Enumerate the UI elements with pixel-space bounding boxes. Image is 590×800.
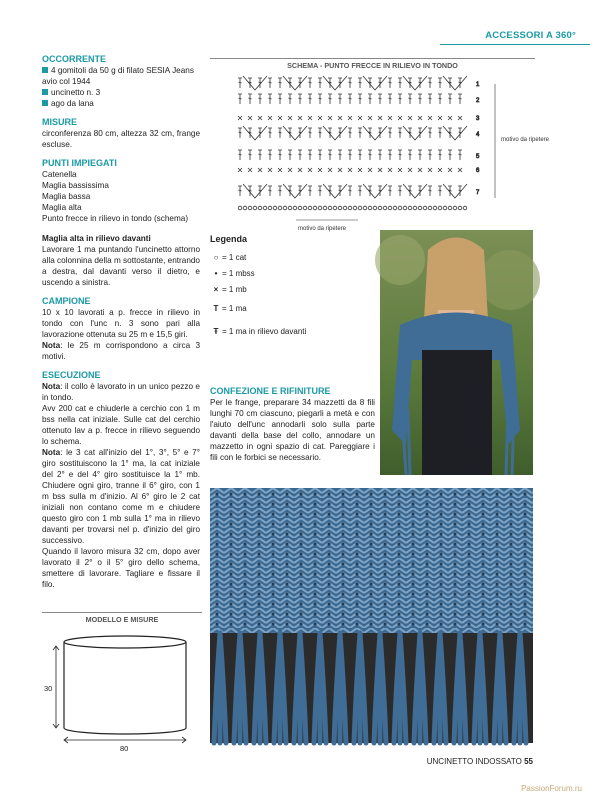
ma-symbol	[368, 150, 372, 160]
ma-symbol	[428, 94, 432, 104]
arrow-motif	[243, 76, 267, 90]
legend-symbol: ×	[213, 284, 219, 294]
ma-symbol	[388, 128, 392, 138]
ma-symbol	[358, 78, 362, 88]
mb-symbol	[338, 168, 342, 172]
campione-nota	[42, 340, 200, 362]
ma-symbol	[288, 94, 292, 104]
arrow-motif	[243, 126, 267, 140]
chain-symbol	[298, 206, 302, 210]
page-footer	[427, 757, 533, 766]
ma-symbol	[278, 128, 282, 138]
ma-symbol	[448, 94, 452, 104]
mb-symbol	[438, 168, 442, 172]
ma-symbol	[308, 128, 312, 138]
legend-symbol: •	[214, 268, 218, 278]
mb-symbol	[388, 116, 392, 120]
chain-symbol	[413, 206, 417, 210]
nota-label: Nota	[42, 382, 61, 391]
left-column	[42, 54, 200, 590]
chain-symbol	[463, 206, 467, 210]
chain-symbol	[248, 206, 252, 210]
nota-text: : le 3 cat all'inizio del 1°, 3°, 5° e 7° giro sostituiscono la 1° ma, la cat iniziale del 2° e del 4° giro sostituisce la 1° mb. Chiudere ogni giro, tranne il 6° giro, con 1 m bss sulla m d'inizio. Al 6° giro le 2 cat iniziali non contano come m e chiudere questo giro con 1 mb sulla 1° ma in rilievo davanti per trovarsi nel p. d'inizio del giro successivo.	[42, 448, 200, 545]
ma-symbol	[238, 150, 242, 160]
chain-symbol	[433, 206, 437, 210]
ma-symbol	[268, 186, 272, 196]
ma-symbol	[318, 128, 322, 138]
chain-symbol	[318, 206, 322, 210]
nota-label: Nota	[42, 341, 61, 350]
row-number: 5	[476, 154, 480, 160]
ma-symbol	[438, 150, 442, 160]
mb-symbol	[268, 116, 272, 120]
chain-symbol	[338, 206, 342, 210]
ma-symbol	[358, 186, 362, 196]
chain-symbol	[258, 206, 262, 210]
ma-symbol	[398, 150, 402, 160]
mb-symbol	[308, 168, 312, 172]
motivo-bottom-label: motivo da ripetere	[298, 226, 347, 232]
occorrente-item: 4 gomitoli da 50 g di filato SESIA Jeans avio col 1944	[42, 65, 200, 87]
ma-symbol	[238, 128, 242, 138]
nota-text: : il collo è lavorato in un unico pezzo e in tondo.	[42, 382, 200, 402]
ma-symbol	[348, 78, 352, 88]
mb-symbol	[428, 168, 432, 172]
chain-symbol	[238, 206, 242, 210]
row-number: 3	[476, 116, 480, 122]
ma-symbol	[338, 94, 342, 104]
ma-symbol	[248, 94, 252, 104]
ma-symbol	[458, 150, 462, 160]
mb-symbol	[358, 116, 362, 120]
ma-symbol	[438, 94, 442, 104]
ma-symbol	[428, 150, 432, 160]
ma-symbol	[458, 94, 462, 104]
chain-symbol	[363, 206, 367, 210]
mb-symbol	[448, 168, 452, 172]
mb-symbol	[308, 116, 312, 120]
legend-text: = 1 mbss	[222, 268, 255, 278]
mb-symbol	[328, 116, 332, 120]
ma-symbol	[358, 94, 362, 104]
ma-symbol	[278, 78, 282, 88]
legend-title: Legenda	[210, 234, 248, 244]
chain-symbol	[428, 206, 432, 210]
mb-symbol	[238, 168, 242, 172]
ma-symbol	[308, 78, 312, 88]
ma-symbol	[258, 150, 262, 160]
ma-symbol	[328, 150, 332, 160]
mb-symbol	[358, 168, 362, 172]
chain-symbol	[368, 206, 372, 210]
ma-symbol	[298, 150, 302, 160]
chain-symbol	[418, 206, 422, 210]
ma-symbol	[398, 186, 402, 196]
confezione-section	[210, 386, 375, 463]
esecuzione-paragraph: Avv 200 cat e chiuderle a cerchio con 1 m bss nella cat iniziale. Sulle cat del cerchio ottenuto lav a p. frecce in rilievo seguendo lo schema.	[42, 404, 200, 446]
ma-symbol	[378, 94, 382, 104]
arrow-motif	[363, 126, 387, 140]
mb-symbol	[378, 168, 382, 172]
chain-symbol	[393, 206, 397, 210]
chain-symbol	[308, 206, 312, 210]
ma-symbol	[298, 94, 302, 104]
legend-text: = 1 ma in rilievo davanti	[222, 326, 307, 336]
arrow-motif	[443, 76, 467, 90]
ma-symbol	[418, 94, 422, 104]
chain-symbol	[458, 206, 462, 210]
mb-symbol	[398, 116, 402, 120]
arrow-motif	[363, 184, 387, 198]
ma-symbol	[238, 94, 242, 104]
ma-symbol	[358, 128, 362, 138]
ma-symbol	[448, 150, 452, 160]
ma-symbol	[318, 94, 322, 104]
chain-symbol	[273, 206, 277, 210]
schema-title: SCHEMA - PUNTO FRECCE IN RILIEVO IN TONDO	[210, 58, 535, 70]
occorrente-item: uncinetto n. 3	[42, 87, 200, 98]
ma-symbol	[438, 78, 442, 88]
esecuzione-nota-2	[42, 447, 200, 546]
arrow-motif	[443, 184, 467, 198]
arrow-motif	[283, 184, 307, 198]
misure-text: circonferenza 80 cm, altezza 32 cm, frange escluse.	[42, 129, 200, 149]
chain-symbol	[243, 206, 247, 210]
ma-symbol	[268, 94, 272, 104]
ma-symbol	[248, 150, 252, 160]
ma-symbol	[388, 94, 392, 104]
ma-symbol	[398, 94, 402, 104]
chain-symbol	[373, 206, 377, 210]
chain-symbol	[253, 206, 257, 210]
nota-label: Nota	[42, 448, 61, 457]
chain-symbol	[348, 206, 352, 210]
mb-symbol	[348, 116, 352, 120]
detail-photo	[210, 488, 533, 743]
row-number: 7	[476, 190, 480, 196]
chain-symbol	[333, 206, 337, 210]
chain-symbol	[448, 206, 452, 210]
mb-symbol	[258, 116, 262, 120]
chain-symbol	[343, 206, 347, 210]
ma-symbol	[328, 94, 332, 104]
punti-item: Punto frecce in rilievo in tondo (schema)	[42, 214, 189, 223]
chain-symbol	[353, 206, 357, 210]
model-photo	[380, 230, 533, 475]
nota-text: : le 25 m corrispondono a circa 3 motivi.	[42, 341, 200, 361]
chain-symbol	[398, 206, 402, 210]
mb-symbol	[328, 168, 332, 172]
model-diagram	[42, 612, 202, 759]
mb-symbol	[338, 116, 342, 120]
mb-symbol	[318, 168, 322, 172]
arrow-motif	[323, 184, 347, 198]
ma-symbol	[368, 94, 372, 104]
ma-symbol	[308, 150, 312, 160]
legend-text: = 1 ma	[222, 303, 247, 313]
arrow-motif	[243, 184, 267, 198]
punti-item: Catenella	[42, 170, 77, 179]
chain-symbol	[283, 206, 287, 210]
ma-symbol	[438, 128, 442, 138]
arrow-motif	[403, 184, 427, 198]
mb-symbol	[408, 116, 412, 120]
ma-symbol	[348, 94, 352, 104]
ma-symbol	[258, 94, 262, 104]
chain-symbol	[443, 206, 447, 210]
ma-symbol	[418, 150, 422, 160]
ma-symbol	[428, 128, 432, 138]
mb-symbol	[318, 116, 322, 120]
mb-symbol	[458, 116, 462, 120]
chain-symbol	[293, 206, 297, 210]
mb-symbol	[388, 168, 392, 172]
legend-item	[210, 249, 375, 265]
punti-item: Maglia bassissima	[42, 181, 109, 190]
chain-symbol	[278, 206, 282, 210]
ma-symbol	[318, 150, 322, 160]
chain-symbol	[328, 206, 332, 210]
mb-symbol	[458, 168, 462, 172]
chain-symbol	[388, 206, 392, 210]
ma-symbol	[398, 128, 402, 138]
chain-symbol	[438, 206, 442, 210]
arrow-motif	[323, 126, 347, 140]
campione-heading: CAMPIONE	[42, 296, 91, 306]
arrow-motif	[403, 126, 427, 140]
legend-item	[210, 297, 375, 319]
section-title: ACCESSORI A 360°	[485, 30, 576, 41]
mb-symbol	[348, 168, 352, 172]
chain-symbol	[268, 206, 272, 210]
mb-symbol	[418, 116, 422, 120]
motivo-right-label: motivo da ripetere	[501, 137, 550, 143]
ma-symbol	[238, 186, 242, 196]
mb-symbol	[288, 168, 292, 172]
legend-text: = 1 mb	[222, 284, 247, 294]
row-number: 4	[476, 132, 480, 138]
mb-symbol	[248, 116, 252, 120]
ma-symbol	[318, 78, 322, 88]
ma-symbol	[408, 150, 412, 160]
legend-symbol: ○	[213, 252, 219, 262]
mb-symbol	[368, 168, 372, 172]
occorrente-item: ago da lana	[42, 98, 200, 109]
mb-symbol	[408, 168, 412, 172]
punti-item: Maglia alta	[42, 203, 82, 212]
mb-symbol	[248, 168, 252, 172]
arrow-motif	[403, 76, 427, 90]
page-number: 55	[524, 757, 533, 766]
mb-symbol	[278, 116, 282, 120]
ma-symbol	[268, 78, 272, 88]
arrow-motif	[283, 126, 307, 140]
ma-symbol	[348, 186, 352, 196]
mb-symbol	[298, 116, 302, 120]
occorrente-heading: OCCORRENTE	[42, 54, 107, 64]
chain-symbol	[323, 206, 327, 210]
ma-symbol	[348, 128, 352, 138]
confezione-heading: CONFEZIONE E RIFINITURE	[210, 386, 331, 396]
mb-symbol	[438, 116, 442, 120]
esecuzione-paragraph: Quando il lavoro misura 32 cm, dopo aver lavorato il 2° o il 5° giro dello schema, smettere di lavorare. Tagliare e fissare il filo.	[42, 547, 200, 589]
esecuzione-heading: ESECUZIONE	[42, 370, 101, 380]
ma-symbol	[388, 150, 392, 160]
legend-item	[210, 265, 375, 281]
cylinder-diagram	[42, 624, 202, 754]
punti-item: Maglia bassa	[42, 192, 91, 201]
mb-symbol	[288, 116, 292, 120]
mb-symbol	[428, 116, 432, 120]
ma-symbol	[428, 78, 432, 88]
mb-symbol	[268, 168, 272, 172]
legend-text: = 1 cat	[222, 252, 247, 262]
mb-symbol	[378, 116, 382, 120]
legend-item	[210, 319, 375, 343]
misure-heading: MISURE	[42, 117, 78, 127]
arrow-motif	[443, 126, 467, 140]
chain-symbol	[423, 206, 427, 210]
ma-symbol	[408, 94, 412, 104]
chain-symbol	[313, 206, 317, 210]
header-rule	[440, 44, 590, 45]
ma-symbol	[308, 186, 312, 196]
legend-symbol: Ŧ	[213, 326, 219, 336]
magazine-name: UNCINETTO INDOSSATO	[426, 757, 522, 766]
ma-symbol	[278, 186, 282, 196]
ma-symbol	[388, 186, 392, 196]
ma-symbol	[288, 150, 292, 160]
mb-symbol	[278, 168, 282, 172]
confezione-text: Per le frange, preparare 34 mazzetti da 8 fili lunghi 70 cm ciascuno, piegarli a metà e con l'aiuto dell'unc annodarli solo sulla parte davanti della base del collo, annodare un mazzetto in ogni spazio di cat. Pareggiare i fili con le forbici se necessario.	[210, 398, 375, 462]
legend	[210, 234, 375, 343]
arrow-motif	[323, 76, 347, 90]
ma-symbol	[428, 186, 432, 196]
mb-symbol	[448, 116, 452, 120]
chain-symbol	[378, 206, 382, 210]
ma-symbol	[278, 94, 282, 104]
ma-symbol	[268, 150, 272, 160]
chain-symbol	[383, 206, 387, 210]
maglia-text: Lavorare 1 ma puntando l'uncinetto attorno alla colonnina della m sottostante, entrando a destra, dal davanti verso il dietro, e uscendo a sinistra.	[42, 245, 200, 287]
ma-symbol	[318, 186, 322, 196]
chain-symbol	[303, 206, 307, 210]
ma-symbol	[338, 150, 342, 160]
chain-symbol	[408, 206, 412, 210]
width-label: 80	[120, 744, 129, 753]
arrow-motif	[363, 76, 387, 90]
chain-symbol	[263, 206, 267, 210]
height-label: 30	[44, 684, 53, 693]
watermark: PassionForum.ru	[521, 784, 582, 793]
legend-item	[210, 281, 375, 297]
mb-symbol	[418, 168, 422, 172]
ma-symbol	[438, 186, 442, 196]
row-number: 1	[476, 82, 480, 88]
ma-symbol	[268, 128, 272, 138]
modello-title: MODELLO E MISURE	[42, 612, 202, 624]
stitch-chart-diagram	[210, 70, 550, 232]
row-number: 6	[476, 168, 480, 174]
row-number: 2	[476, 98, 480, 104]
ma-symbol	[358, 150, 362, 160]
chain-symbol	[453, 206, 457, 210]
mb-symbol	[298, 168, 302, 172]
section-header	[440, 28, 590, 44]
ma-symbol	[398, 78, 402, 88]
maglia-heading: Maglia alta in rilievo davanti	[42, 234, 151, 243]
campione-text: 10 x 10 lavorati a p. frecce in rilievo in tondo con l'unc n. 3 sono pari alla lavorazione ottenuta su 25 m e 15,5 giri.	[42, 308, 200, 339]
ma-symbol	[378, 150, 382, 160]
mb-symbol	[398, 168, 402, 172]
chain-symbol	[288, 206, 292, 210]
punti-heading: PUNTI IMPIEGATI	[42, 158, 117, 168]
mb-symbol	[238, 116, 242, 120]
ma-symbol	[238, 78, 242, 88]
ma-symbol	[388, 78, 392, 88]
ma-symbol	[348, 150, 352, 160]
chain-symbol	[358, 206, 362, 210]
ma-symbol	[278, 150, 282, 160]
stitch-chart	[210, 58, 550, 235]
arrow-motif	[283, 76, 307, 90]
esecuzione-nota-1	[42, 381, 200, 403]
chain-symbol	[403, 206, 407, 210]
mb-symbol	[368, 116, 372, 120]
mb-symbol	[258, 168, 262, 172]
ma-symbol	[308, 94, 312, 104]
legend-symbol: T	[213, 303, 219, 313]
